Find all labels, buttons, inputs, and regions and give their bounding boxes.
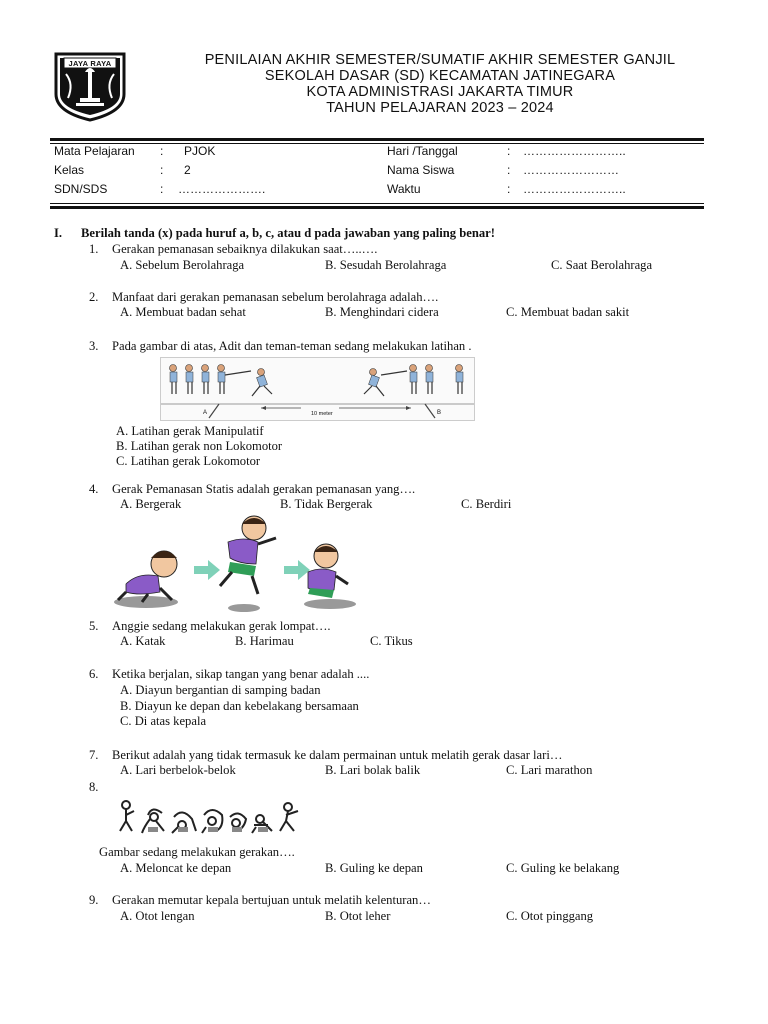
info-label-subject: Mata Pelajaran [54,144,135,158]
q7-option-a[interactable]: A. Lari berbelok-belok [120,763,236,777]
question-number: 1. [89,242,99,256]
q3-option-c[interactable]: C. Latihan gerak Lokomotor [116,454,261,468]
question-7-text: Berikut adalah yang tidak termasuk ke dalam permainan untuk melatih gerak dasar lari… [112,748,563,762]
header-title-line-2: SEKOLAH DASAR (SD) KECAMATAN JATINEGARA [264,68,616,84]
info-label-class: Kelas [54,163,85,177]
header-title-line-1: PENILAIAN AKHIR SEMESTER/SUMATIF AKHIR SEMESTER GANJIL [204,52,676,68]
question-number: 5. [89,619,99,633]
q6-option-b[interactable]: B. Diayun ke depan dan kebelakang bersamaan [120,699,359,713]
q5-option-a[interactable]: A. Katak [120,634,166,648]
question-8-text: Gambar sedang melakukan gerakan…. [99,845,295,859]
info-value-date[interactable]: …………………….. [523,144,626,158]
header-title-line-3: KOTA ADMINISTRASI JAKARTA TIMUR [306,84,574,100]
q9-option-a[interactable]: A. Otot lengan [120,909,195,923]
info-value-school[interactable]: …………………. [178,182,266,196]
forward-roll-sequence-icon [112,797,308,837]
q2-option-a[interactable]: A. Membuat badan sehat [120,305,246,319]
student-info-table [54,144,704,204]
info-value-class: 2 [184,163,191,177]
distance-label: 10 meter [311,411,333,417]
q4-option-c[interactable]: C. Berdiri [461,497,512,511]
q9-option-b[interactable]: B. Otot leher [325,909,391,923]
q8-option-c[interactable]: C. Guling ke belakang [506,861,620,875]
start-point-label: A [203,410,208,416]
question-number: 7. [89,748,99,762]
question-number: 4. [89,482,99,496]
frog-jump-icon [108,514,368,614]
question-5-text: Anggie sedang melakukan gerak lompat…. [112,619,331,633]
q5-option-c[interactable]: C. Tikus [370,634,413,648]
question-6-text: Ketika berjalan, sikap tangan yang benar adalah .... [112,667,370,681]
q5-option-b[interactable]: B. Harimau [235,634,294,648]
question-number: 9. [89,893,99,907]
q6-option-a[interactable]: A. Diayun bergantian di samping badan [120,683,321,697]
q4-option-a[interactable]: A. Bergerak [120,497,182,511]
q6-option-c[interactable]: C. Di atas kepala [120,714,207,728]
q9-option-c[interactable]: C. Otot pinggang [506,909,594,923]
school-logo [52,50,128,122]
q1-option-b[interactable]: B. Sesudah Berolahraga [325,258,447,272]
forward-roll-illustration [112,797,308,837]
q7-option-b[interactable]: B. Lari bolak balik [325,763,421,777]
info-label-student-name: Nama Siswa [387,163,455,177]
q3-option-a[interactable]: A. Latihan gerak Manipulatif [116,424,264,438]
question-3-text: Pada gambar di atas, Adit dan teman-teman sedang melakukan latihan . [112,339,472,353]
q4-option-b[interactable]: B. Tidak Bergerak [280,497,373,511]
info-colon: : [160,182,164,196]
info-divider-bottom [50,206,704,209]
section-instruction: Berilah tanda (x) pada huruf a, b, c, atau d pada jawaban yang paling benar! [81,226,495,240]
q2-option-b[interactable]: B. Menghindari cidera [325,305,439,319]
section-number: I. [54,226,63,240]
info-colon: : [507,163,511,177]
question-1-text: Gerakan pemanasan sebaiknya dilakukan saat…..…. [112,242,378,256]
info-divider-thin [50,203,704,204]
question-number: 6. [89,667,99,681]
info-colon: : [507,144,511,158]
end-point-label: B [437,410,442,416]
header-title-line-4: TAHUN PELAJARAN 2023 – 2024 [326,100,554,116]
info-value-student-name[interactable]: …………………… [523,163,619,177]
q1-option-c[interactable]: C. Saat Berolahraga [551,258,653,272]
q3-option-b[interactable]: B. Latihan gerak non Lokomotor [116,439,283,453]
question-4-text: Gerak Pemanasan Statis adalah gerakan pemanasan yang…. [112,482,416,496]
q2-option-c[interactable]: C. Membuat badan sakit [506,305,630,319]
info-colon: : [160,144,164,158]
logo-text: JAYA RAYA [68,59,112,68]
q1-option-a[interactable]: A. Sebelum Berolahraga [120,258,245,272]
info-label-date: Hari /Tanggal [387,144,458,158]
frog-jump-illustration [108,514,368,614]
question-number: 2. [89,290,99,304]
question-number: 3. [89,339,99,353]
info-value-time[interactable]: …………………….. [523,182,626,196]
q8-option-b[interactable]: B. Guling ke depan [325,861,423,875]
question-2-text: Manfaat dari gerakan pemanasan sebelum berolahraga adalah…. [112,290,439,304]
info-value-subject: PJOK [184,144,216,158]
info-colon: : [507,182,511,196]
info-label-time: Waktu [387,182,421,196]
info-label-school: SDN/SDS [54,182,108,196]
header-divider-top [50,138,704,141]
question-number: 8. [89,780,99,794]
q7-option-c[interactable]: C. Lari marathon [506,763,593,777]
q8-option-a[interactable]: A. Meloncat ke depan [120,861,232,875]
shuttle-run-illustration [160,357,475,421]
info-colon: : [160,163,164,177]
question-9-text: Gerakan memutar kepala bertujuan untuk melatih kelenturan… [112,893,431,907]
